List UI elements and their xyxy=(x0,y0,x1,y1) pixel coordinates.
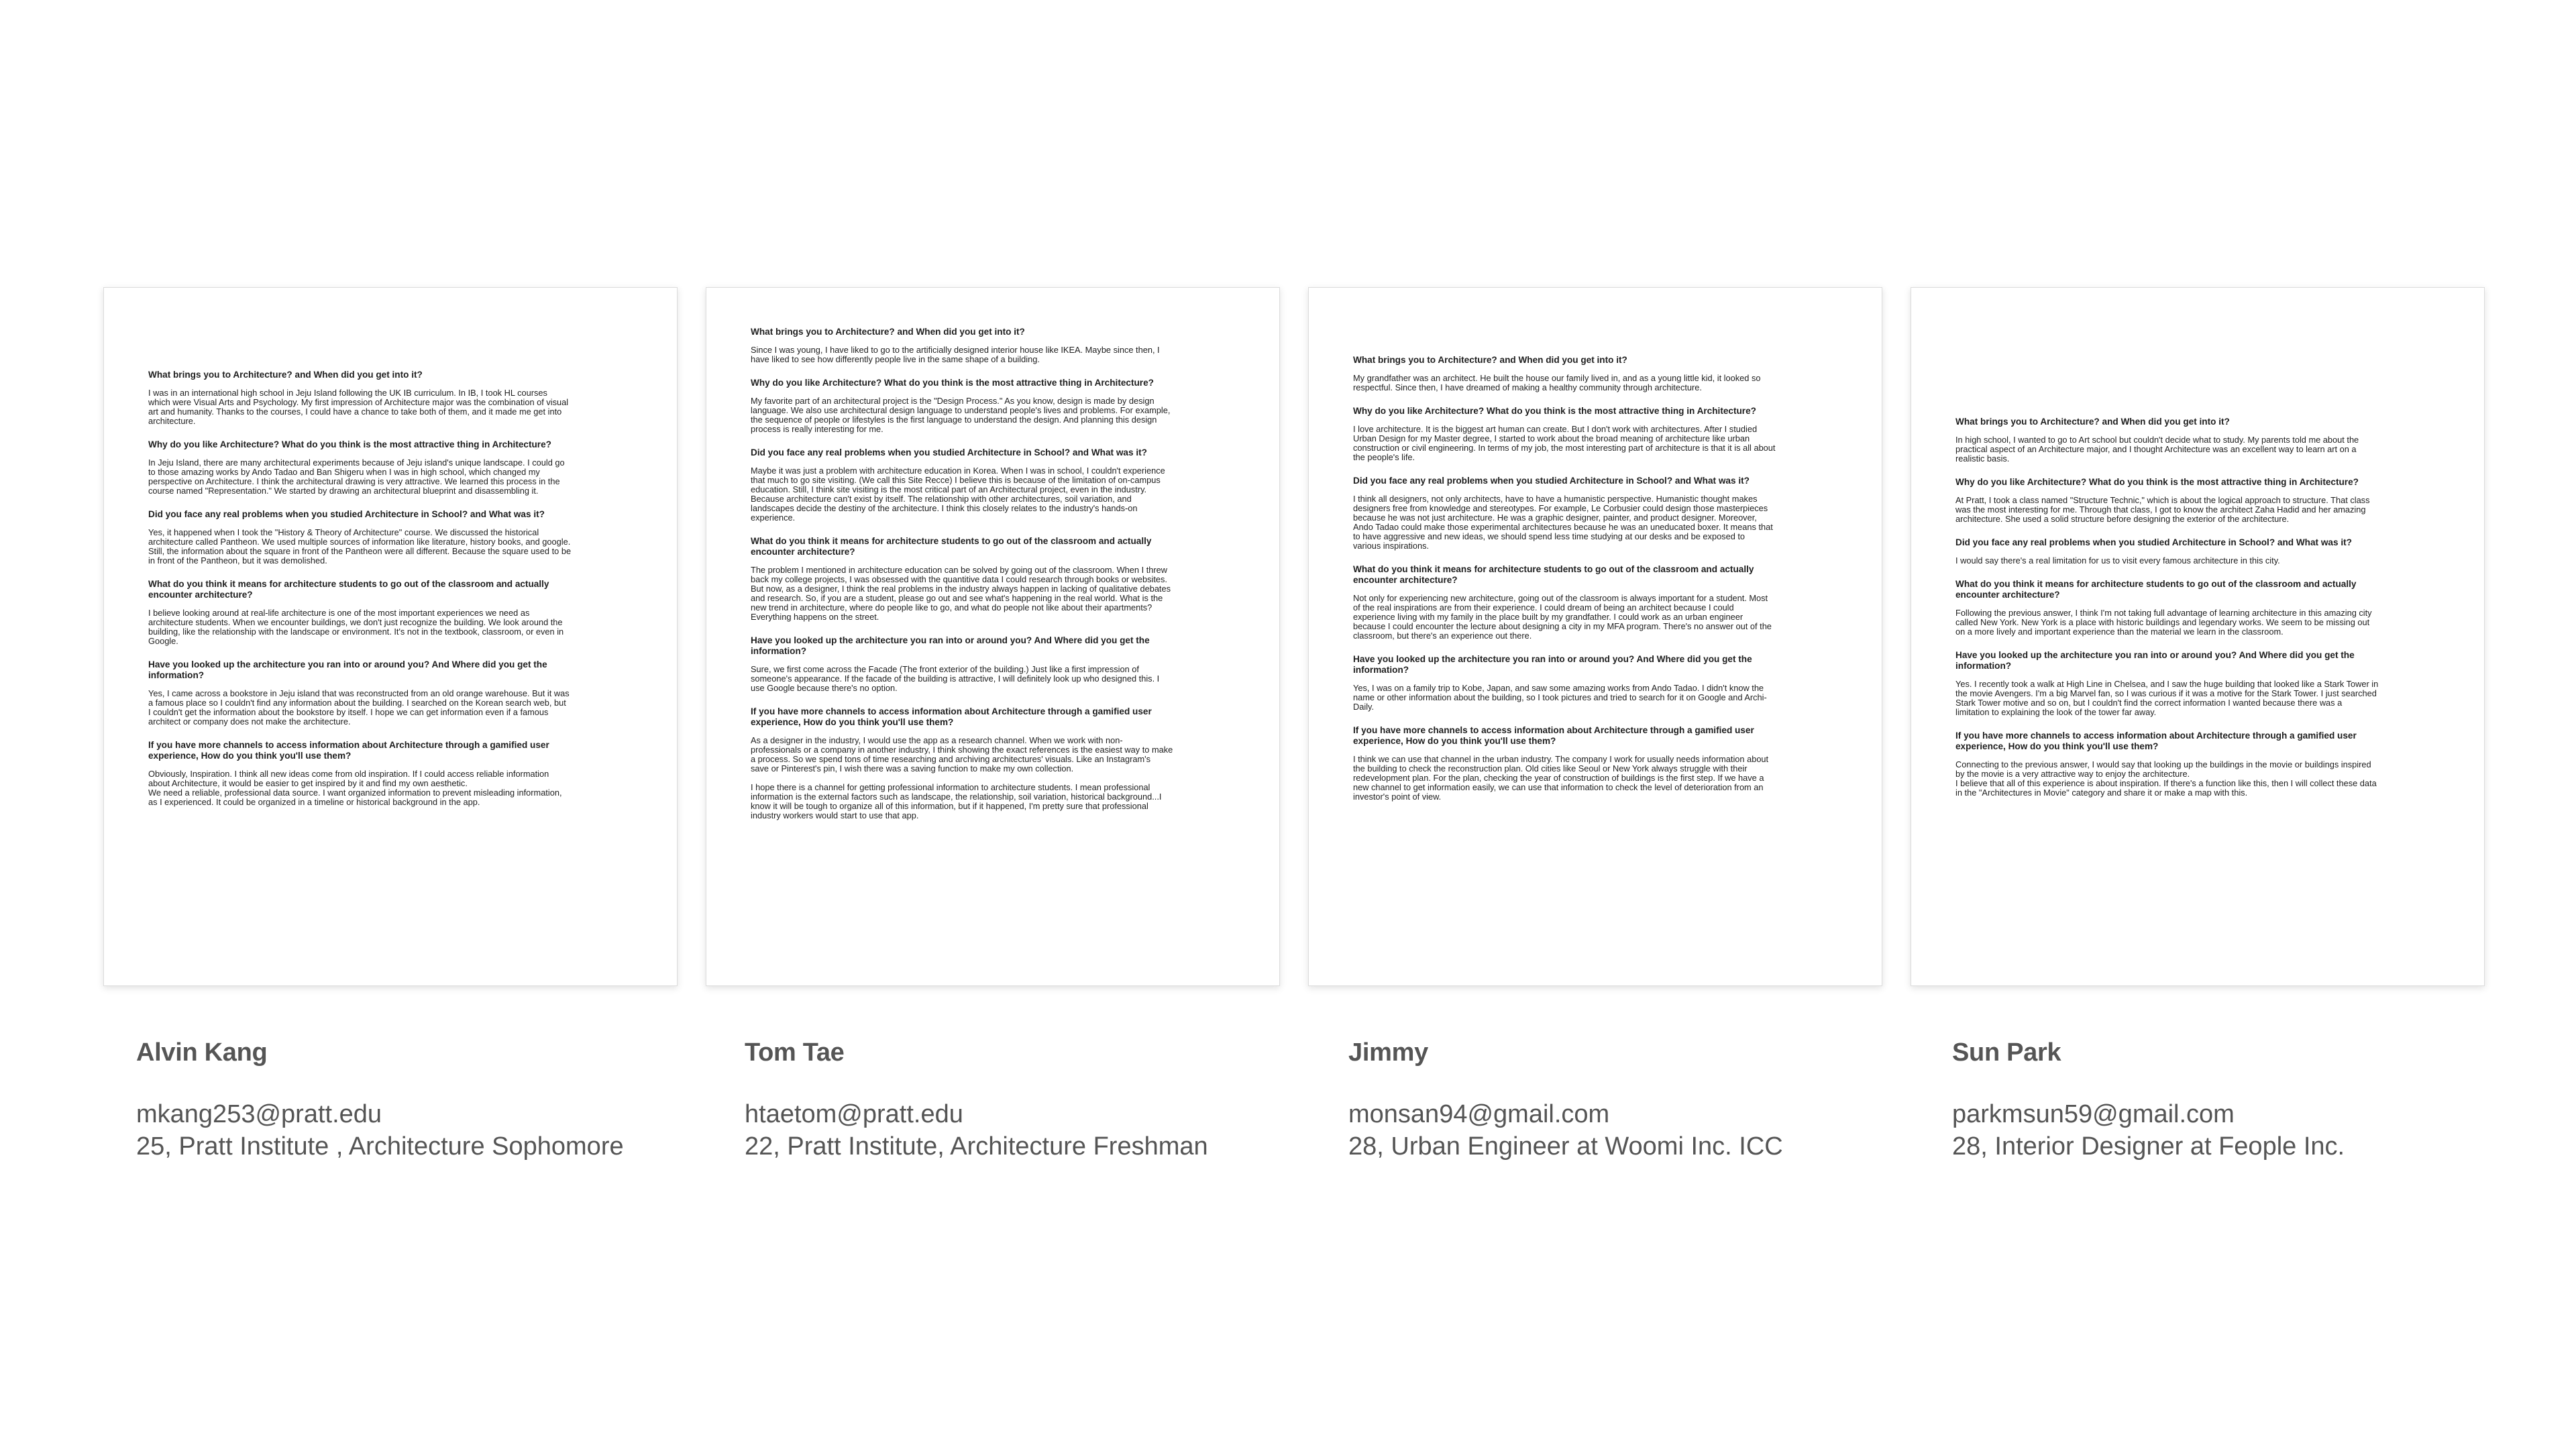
question: Did you face any real problems when you studied Architecture in School? and What was it? xyxy=(148,509,545,519)
profile-tom xyxy=(745,1038,1348,1163)
profile-jimmy xyxy=(1348,1038,1952,1163)
question: What do you think it means for architecture students to go out of the classroom and actually encounter architecture? xyxy=(148,579,549,600)
answer: In high school, I wanted to go to Art school but couldn't decide what to study. My parents told me about the practical aspect of an Architecture major, and I thought Architecture was an excellent way to learn art on a realistic basis. xyxy=(1955,435,2359,464)
answer: Connecting to the previous answer, I would say that looking up the buildings in the movie or buildings inspired by the movie is a very attractive way to enjoy the architecture. I believe that all of this experience is about inspiration. If there's a function like this, then I will collect these data in the "Architectures in Movie" category and share it or make a map with this. xyxy=(1955,759,2377,798)
qa-item xyxy=(1353,476,1837,551)
person-email: mkang253@pratt.edu xyxy=(136,1100,382,1128)
qa-item xyxy=(148,740,633,807)
person-email: parkmsun59@gmail.com xyxy=(1952,1100,2235,1128)
qa-item xyxy=(1353,355,1837,392)
question: Did you face any real problems when you studied Architecture in School? and What was it? xyxy=(751,447,1147,458)
answer: Following the previous answer, I think I'm not taking full advantage of learning architecture in this amazing city called New York. New York is a place with historic buildings and legendary works. We seem to be missing out on a more lively and important experience than the material we learn in the classroom. xyxy=(1955,608,2372,637)
person-description: 22, Pratt Institute, Architecture Freshman xyxy=(745,1132,1208,1161)
question: Did you face any real problems when you studied Architecture in School? and What was it? xyxy=(1353,476,1750,486)
question: If you have more channels to access information about Architecture through a gamified user experience, How do you think you'll use them? xyxy=(148,740,549,761)
question: Have you looked up the architecture you ran into or around you? And Where did you get the information? xyxy=(1955,650,2355,671)
answer: Since I was young, I have liked to go to the artificially designed interior house like IKEA. Maybe since then, I have liked to see how differently people live in the same shape of a building. xyxy=(751,345,1160,364)
person-name: Jimmy xyxy=(1348,1038,1428,1067)
person-description: 25, Pratt Institute , Architecture Sophomore xyxy=(136,1132,624,1161)
answer: Sure, we first come across the Facade (The front exterior of the building.) Just like a first impression of someone's appearance. If the facade of the building is attractive, I will definitely look up who designed this. I use Google because there's no option. xyxy=(751,664,1160,693)
question: Why do you like Architecture? What do you think is the most attractive thing in Architecture? xyxy=(751,378,1154,388)
qa-item xyxy=(751,635,1235,693)
answer: I think all designers, not only architects, have to have a humanistic perspective. Humanistic thought makes designers free from knowledge and stereotypes. For example, Le Corbusier could design those masterpieces because he was not just architecture. He was a graphic designer, painter, and product designer. Moreover, Ando Tadao could make those experimental architectures because he was an uneducated boxer. It means that to have aggressive and new ideas, we should spend less time studying at our desks and be exposed to various inspirations. xyxy=(1353,494,1773,551)
answer: My grandfather was an architect. He built the house our family lived in, and as a young little kid, it looked so respectful. Since then, I have dreamed of making a healthy community through architecture. xyxy=(1353,373,1761,392)
qa-item xyxy=(751,447,1235,523)
question: What brings you to Architecture? and When did you get into it? xyxy=(1353,355,1627,365)
person-email: monsan94@gmail.com xyxy=(1348,1100,1610,1128)
qa-item xyxy=(1955,731,2440,798)
question: Did you face any real problems when you studied Architecture in School? and What was it? xyxy=(1955,537,2352,547)
profile-alvin xyxy=(136,1038,740,1163)
qa-item xyxy=(1353,725,1837,802)
qa-item xyxy=(1353,564,1837,641)
answer: I love architecture. It is the biggest art human can create. But I don't work with architectures. After I studied Urban Design for my Master degree, I started to work about the broad meaning of architecture like urban construction or civil engineering. In terms of my job, the most interesting part of architecture is that it is all about the people's life. xyxy=(1353,424,1776,462)
question: What do you think it means for architecture students to go out of the classroom and actually encounter architecture? xyxy=(751,536,1152,557)
question: Why do you like Architecture? What do you think is the most attractive thing in Architecture? xyxy=(1353,406,1756,416)
interview-transcript xyxy=(1353,288,1837,802)
question: What brings you to Architecture? and When did you get into it? xyxy=(148,370,423,380)
qa-item xyxy=(148,509,633,566)
answer: I think we can use that channel in the urban industry. The company I work for usually needs information about the building to check the reconstruction plan. Old cities like Seoul or New York always struggle with their redevelopment plan. For the plan, checking the year of construction of buildings is the first step. If we have a new channel to get information easily, we can use that information to check the level of deterioration from an investor's point of view. xyxy=(1353,754,1769,802)
profile-sun xyxy=(1952,1038,2556,1163)
interview-transcript xyxy=(148,288,633,807)
person-email: htaetom@pratt.edu xyxy=(745,1100,963,1128)
question: If you have more channels to access information about Architecture through a gamified user experience, How do you think you'll use them? xyxy=(1353,725,1754,746)
question: What brings you to Architecture? and When did you get into it? xyxy=(751,327,1025,337)
interview-document-jimmy xyxy=(1308,287,1882,986)
qa-item xyxy=(148,659,633,727)
qa-item xyxy=(148,439,633,496)
qa-item xyxy=(751,378,1235,434)
interview-document-alvin xyxy=(103,287,678,986)
answer: Yes, I was on a family trip to Kobe, Japan, and saw some amazing works from Ando Tadao. I didn't know the name or other information about the building, so I took pictures and tried to search for it on Google and Archi- Daily. xyxy=(1353,683,1767,712)
interview-transcript xyxy=(1955,288,2440,798)
answer: Maybe it was just a problem with architecture education in Korea. When I was in school, I couldn't experience that much to go site visiting. (We call this Site Recce) I believe this is because of the limitation of on-campus education. Still, I think site visiting is the most critical part of an Architectural project, even in the industry. Because architecture can't exist by itself. The relationship with other architectures, soil variation, and landscapes decide the destiny of the architecture. I think this closely relates to the industry's hands-on experience. xyxy=(751,466,1165,523)
person-name: Tom Tae xyxy=(745,1038,845,1067)
answer: In Jeju Island, there are many architectural experiments because of Jeju island's unique landscape. I could go to those amazing works by Ando Tadao and Ban Shigeru when I was in high school, which changed my perspective on Architecture. I think the architectural drawing is very attractive. We learned this process in the course named "Representation." We started by drawing an architectural blueprint and disassembling it. xyxy=(148,458,565,496)
interview-transcript xyxy=(751,288,1235,820)
qa-item xyxy=(1955,537,2440,566)
question: What brings you to Architecture? and When did you get into it? xyxy=(1955,417,2230,427)
qa-item xyxy=(148,579,633,646)
qa-item xyxy=(148,370,633,426)
question: What do you think it means for architecture students to go out of the classroom and actually encounter architecture? xyxy=(1955,579,2357,600)
interview-document-tom xyxy=(706,287,1280,986)
qa-item xyxy=(1353,406,1837,462)
answer: I would say there's a real limitation for us to visit every famous architecture in this city. xyxy=(1955,555,2280,566)
answer: Not only for experiencing new architecture, going out of the classroom is always important for a student. Most of the real inspirations are from their experience. I could dream of being an architect because I could experience living with my family in the place built by my grandfather. I could work as an urban engineer because I could encounter the lecture about designing a city in my MFA program. There's no answer out of the classroom, but there's an experience out there. xyxy=(1353,593,1772,641)
qa-item xyxy=(751,706,1235,820)
person-name: Sun Park xyxy=(1952,1038,2061,1067)
person-name: Alvin Kang xyxy=(136,1038,268,1067)
answer: Yes, it happened when I took the "History & Theory of Architecture" course. We discussed the historical architecture called Pantheon. We used multiple sources of information like literature, history books, and google. Still, the information about the square in front of the Pantheon were all different. Because the square used to be in front of the Pantheon, but it was demolished. xyxy=(148,527,572,566)
answer: At Pratt, I took a class named "Structure Technic," which is about the logical approach to structure. That class was the most interesting for me. Through that class, I got to know the architect Zaha Hadid and her amazing architecture. She used a solid structure before designing the exterior of the architecture. xyxy=(1955,495,2370,524)
answer: My favorite part of an architectural project is the "Design Process." As you know, design is made by design language. We also use architectural design language to understand people's lives and problems. For example, the sequence of people or lifestyles is the first language to understand the design. And planning this design process is really interesting for me. xyxy=(751,396,1171,434)
qa-item xyxy=(1955,477,2440,524)
qa-item xyxy=(1353,654,1837,712)
answer: As a designer in the industry, I would use the app as a research channel. When we work with non- professionals or a company in another industry, I think showing the exact references is the easiest way to make a process. So we spend tons of time researching and archiving architectures' visuals. Like an Instagram's save or Pinterest's pin, I wish there was a saving function to make my own collection. I hope there is a channel for getting professional information to architecture students. I mean professional information is the external factors such as landscape, the relationship, soil variation, historical background...I know it will be tough to organize all of this information, but if it happened, I'm pretty sure that professional industry workers would start to use that app. xyxy=(751,735,1173,820)
question: If you have more channels to access information about Architecture through a gamified user experience, How do you think you'll use them? xyxy=(751,706,1152,727)
qa-item xyxy=(751,536,1235,622)
question: Have you looked up the architecture you ran into or around you? And Where did you get the information? xyxy=(1353,654,1752,675)
answer: Yes, I came across a bookstore in Jeju island that was reconstructed from an old orange warehouse. But it was a famous place so I couldn't find any information about the building. I searched on the Korean search web, but I couldn't get the information about the bookstore by itself. I hope we can get information even if a famous architect or company does not make the architecture. xyxy=(148,688,570,727)
answer: I was in an international high school in Jeju Island following the UK IB curriculum. In IB, I took HL courses which were Visual Arts and Psychology. My first impression of Architecture major was the combination of visual art and humanity. Thanks to the courses, I could have a chance to take both of them, and it made me get into architecture. xyxy=(148,388,569,426)
question: Have you looked up the architecture you ran into or around you? And Where did you get the information? xyxy=(751,635,1150,656)
answer: I believe looking around at real-life architecture is one of the most important experiences we need as architecture students. When we encounter buildings, we don't just recognize the building. We look around the building, like the relationship with the landscape or environment. It's not in the textbook, classroom, or even in Google. xyxy=(148,608,564,646)
qa-item xyxy=(1955,579,2440,637)
interview-document-sun xyxy=(1911,287,2485,986)
question: If you have more channels to access information about Architecture through a gamified user experience, How do you think you'll use them? xyxy=(1955,731,2357,751)
qa-item xyxy=(1955,650,2440,717)
person-description: 28, Urban Engineer at Woomi Inc. ICC xyxy=(1348,1132,1783,1161)
person-description: 28, Interior Designer at Feople Inc. xyxy=(1952,1132,2345,1161)
qa-item xyxy=(751,327,1235,364)
qa-item xyxy=(1955,417,2440,464)
answer: Obviously, Inspiration. I think all new ideas come from old inspiration. If I could access reliable information about Architecture, it would be easier to get inspired by it and find my own aesthetic. We need a reliable, professional data source. I want organized information to prevent misleading information, as I experienced. It could be organized in a timeline or historical background in the app. xyxy=(148,769,562,807)
question: Have you looked up the architecture you ran into or around you? And Where did you get the information? xyxy=(148,659,547,680)
answer: Yes. I recently took a walk at High Line in Chelsea, and I saw the huge building that looked like a Stark Tower in the movie Avengers. I'm a big Marvel fan, so I was curious if it was a motive for the Stark Tower. I just searched Stark Tower motive and so on, but I couldn't find the correct information I wanted because there was a limitation to explaining the look of the tower far away. xyxy=(1955,679,2379,717)
answer: The problem I mentioned in architecture education can be solved by going out of the classroom. When I threw back my college projects, I was obsessed with the quantitive data I could research through books or websites. But now, as a designer, I think the real problems in the industry always happen in lacking of qualitative debates and research. So, if you are a student, please go out and see what's happening in the real world. What is the new trend in architecture, where do people like to go, and what do people not like about their apartments? Everything happens on the street. xyxy=(751,565,1171,622)
question: Why do you like Architecture? What do you think is the most attractive thing in Architecture? xyxy=(1955,477,2359,487)
question: What do you think it means for architecture students to go out of the classroom and actually encounter architecture? xyxy=(1353,564,1754,585)
question: Why do you like Architecture? What do you think is the most attractive thing in Architecture? xyxy=(148,439,551,449)
